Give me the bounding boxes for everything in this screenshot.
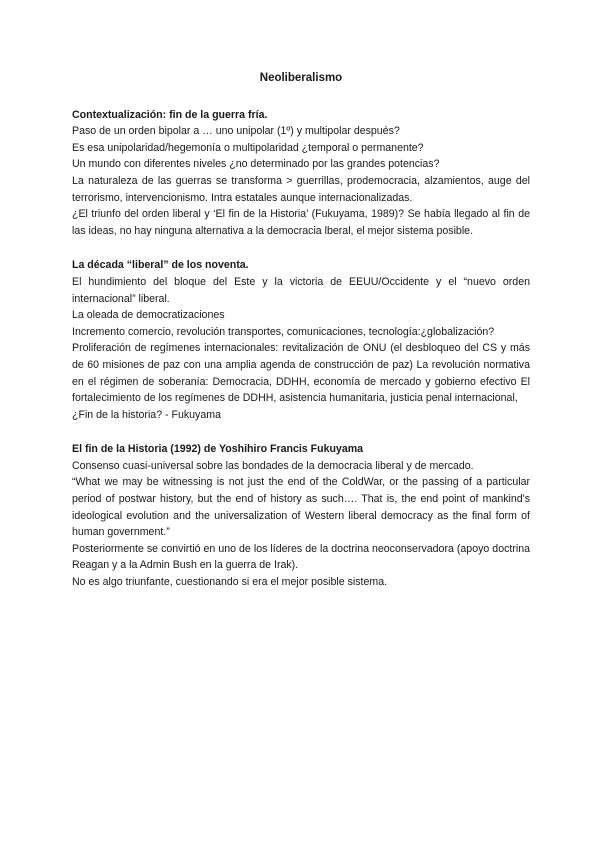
paragraph: Un mundo con diferentes niveles ¿no determinado por las grandes potencias? — [72, 158, 440, 171]
section-fin-historia — [72, 441, 530, 590]
paragraph: La oleada de democratizaciones — [72, 309, 225, 322]
paragraph: El hundimiento del bloque del Este y la victoria de EEUU/Occidente y el “nuevo orden internacional” liberal. — [72, 275, 530, 305]
section-heading: El fin de la Historia (1992) de Yoshihiro Francis Fukuyama — [72, 443, 364, 456]
paragraph: Consenso cuasi-universal sobre las bondades de la democracia liberal y de mercado. — [72, 459, 474, 472]
document-page — [72, 70, 530, 609]
paragraph: Proliferación de regímenes internacionales: revitalización de ONU (el desbloqueo del CS y más de 60 misiones de paz con una amplia agenda de construcción de paz) La revolución normativa en el régimen de soberanía: Democracia, DDHH, economía de mercado y gobierno efectivo El fortalecimiento de los regímenes de DDHH, asistencia humanitaria, justicia penal internacional, — [72, 342, 530, 405]
section-contextualizacion — [72, 107, 530, 240]
paragraph: La naturaleza de las guerras se transforma > guerrillas, prodemocracia, alzamientos, auge del terrorismo, intervencionismo. Intra estatales aunque internacionalizadas. — [72, 174, 530, 204]
paragraph: Posteriormente se convirtió en uno de los líderes de la doctrina neoconservadora (apoyo doctrina Reagan y a la Admin Bush en la guerra de Irak). — [72, 542, 530, 572]
paragraph: No es algo triunfante, cuestionando si era el mejor posible sistema. — [72, 576, 388, 589]
section-heading: Contextualización: fin de la guerra fría. — [72, 108, 268, 121]
section-heading: La década “liberal” de los noventa. — [72, 259, 249, 272]
paragraph: Incremento comercio, revolución transportes, comunicaciones, tecnología:¿globalización? — [72, 325, 495, 338]
quote-paragraph: “What we may be witnessing is not just the end of the ColdWar, or the passing of a particular period of postwar history, but the end of history as such…. That is, the end point of mankind's ideological evolution and the universalization of Western liberal democracy as the final form of human government.” — [72, 476, 530, 539]
paragraph: Es esa unipolaridad/hegemonía o multipolaridad ¿temporal o permanente? — [72, 141, 424, 154]
paragraph: Paso de un orden bipolar a … uno unipolar (1º) y multipolar después? — [72, 125, 400, 138]
paragraph: ¿El triunfo del orden liberal y ‘El fin de la Historia’ (Fukuyama, 1989)? Se había llegado al fin de las ideas, no hay ninguna alternativa a la democracia lberal, el mejor sistema posible. — [72, 208, 530, 237]
paragraph: ¿Fin de la historia? - Fukuyama — [72, 408, 221, 421]
section-decada-liberal — [72, 257, 530, 423]
document-title: Neoliberalismo — [259, 72, 343, 84]
